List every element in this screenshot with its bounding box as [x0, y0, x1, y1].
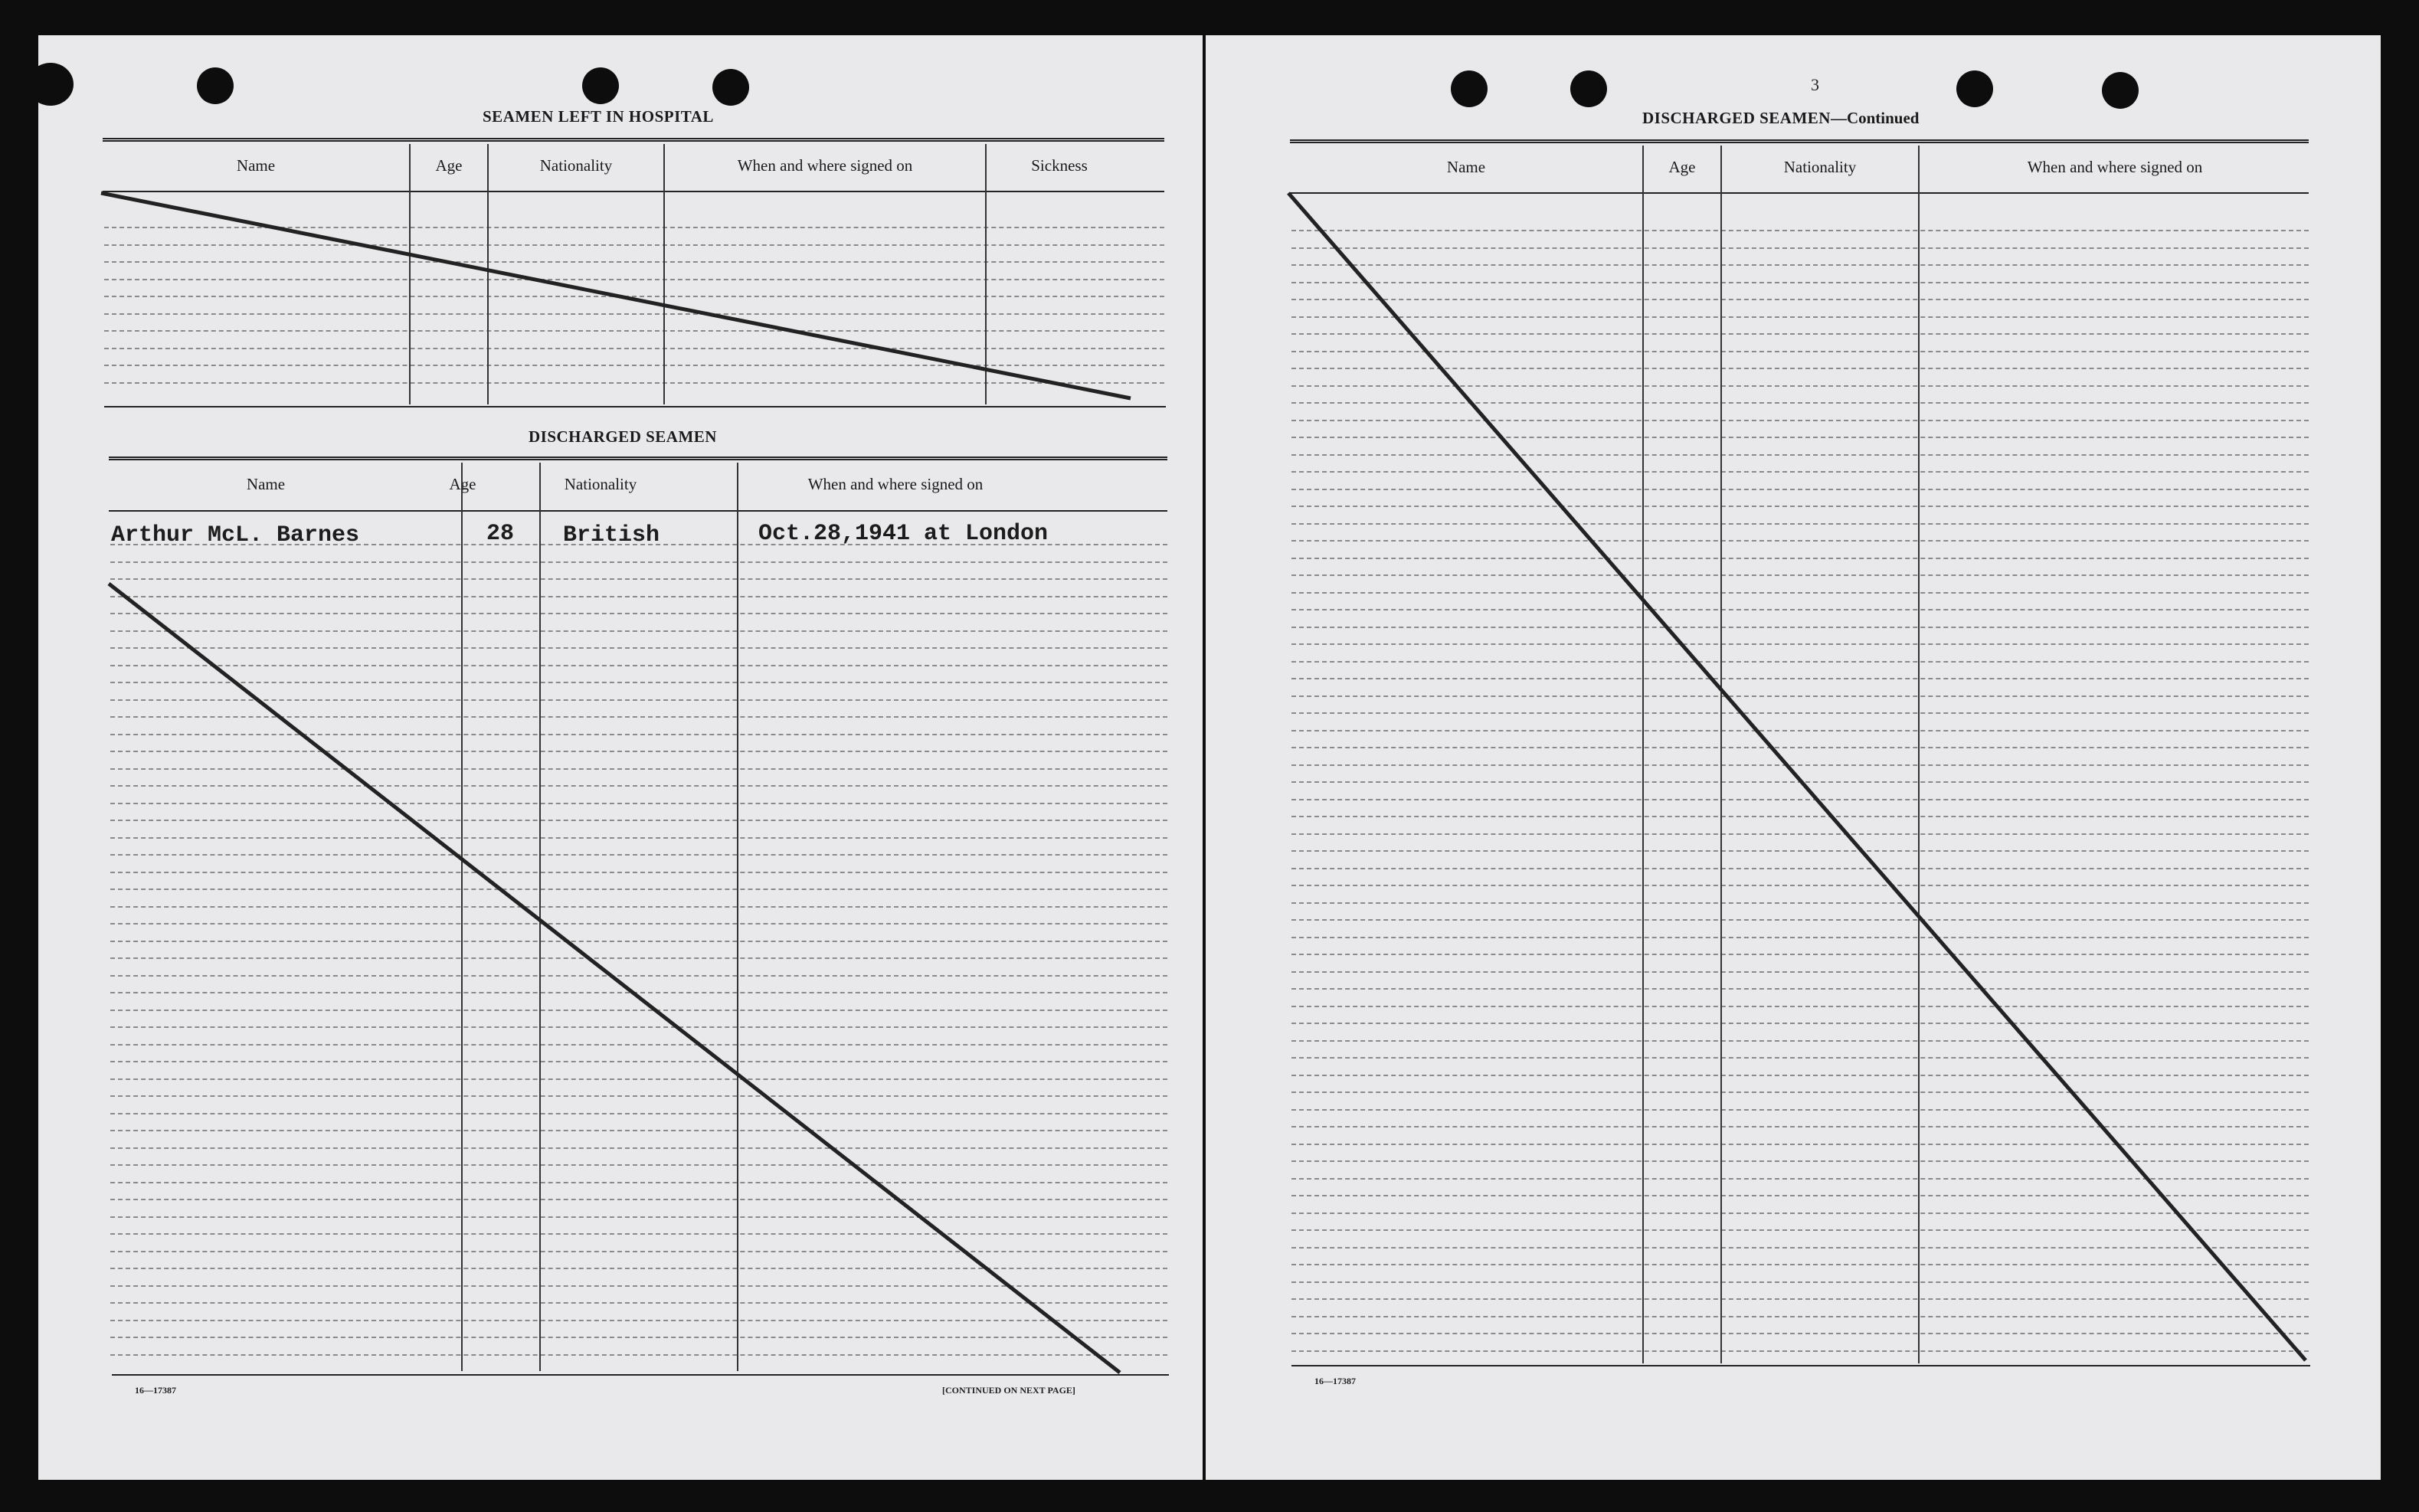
hospital-col-sickness: Sickness [1031, 156, 1088, 175]
continued-note: [CONTINUED ON NEXT PAGE] [942, 1385, 1075, 1396]
continued-col-age: Age [1668, 158, 1696, 176]
left-page [38, 35, 1203, 1480]
hospital-strike-line [101, 193, 1131, 398]
hospital-col-name: Name [236, 156, 276, 175]
continued-strike-line [1288, 193, 2306, 1360]
discharged-col-nationality: Nationality [564, 475, 637, 493]
page-number: 3 [1811, 75, 1819, 94]
right-page [1206, 35, 2381, 1480]
discharged-row-age: 28 [486, 521, 515, 547]
discharged-row-name: Arthur McL. Barnes [111, 522, 360, 548]
discharged-continued-title-suffix: —Continued [1830, 109, 1920, 127]
discharged-row-nationality: British [563, 522, 660, 548]
discharged-strike-line [109, 584, 1120, 1373]
hospital-col-signed-on: When and where signed on [737, 156, 913, 175]
hospital-section-title: SEAMEN LEFT IN HOSPITAL [483, 107, 714, 126]
continued-col-nationality: Nationality [1783, 158, 1857, 176]
hospital-col-age: Age [435, 156, 463, 175]
form-number: 16—17387 [135, 1385, 176, 1396]
continued-col-name: Name [1446, 158, 1486, 176]
discharged-section-title: DISCHARGED SEAMEN [529, 427, 717, 446]
hospital-col-nationality: Nationality [539, 156, 613, 175]
discharged-col-age: Age [449, 475, 476, 493]
strike-through-lines [1206, 35, 2381, 1480]
discharged-row-signed-on: Oct.28,1941 at London [758, 521, 1049, 547]
form-number: 16—17387 [1314, 1376, 1356, 1386]
discharged-continued-title-main: DISCHARGED SEAMEN [1642, 109, 1831, 127]
strike-through-lines [38, 35, 1203, 1480]
discharged-col-signed-on: When and where signed on [807, 475, 984, 493]
continued-col-signed-on: When and where signed on [2027, 158, 2203, 176]
discharged-col-name: Name [246, 475, 286, 493]
